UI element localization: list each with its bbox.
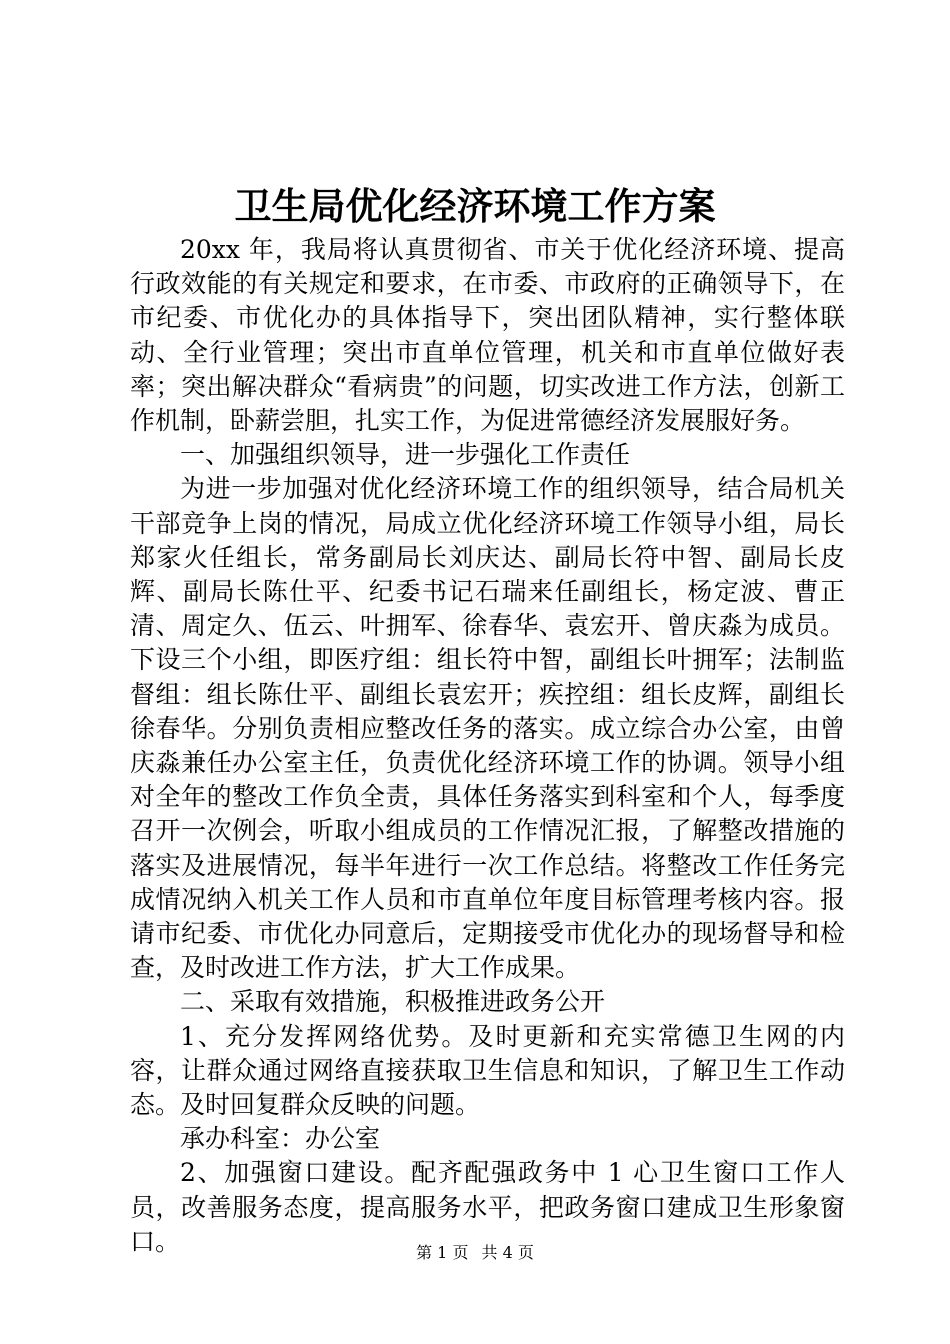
- page-total: 共 4 页: [481, 1243, 534, 1262]
- paragraph-item-1: 1、充分发挥网络优势。及时更新和充实常德卫生网的内容，让群众通过网络直接获取卫生信息和知识，了解卫生工作动态。及时回复群众反映的问题。: [130, 1021, 845, 1120]
- section-heading-1: 一、加强组织领导，进一步强化工作责任: [180, 440, 631, 470]
- page-footer: [0, 1242, 950, 1264]
- section-heading-2: 二、采取有效措施，积极推进政务公开: [180, 987, 606, 1017]
- paragraph-intro: 20xx 年，我局将认真贯彻省、市关于优化经济环境、提高行政效能的有关规定和要求，在市委、市政府的正确领导下，在市纪委、市优化办的具体指导下，突出团队精神，实行整体联动、全行业管理；突出市直单位管理，机关和市直单位做好表率；突出解决群众“看病贵”的问题，切实改进工作方法，创新工作机制，卧薪尝胆，扎实工作，为促进常德经济发展服好务。: [130, 235, 845, 436]
- paragraph-responsible-office: 承办科室：办公室: [180, 1124, 381, 1154]
- page-number: 第 1 页: [416, 1243, 469, 1262]
- document-title: 卫生局优化经济环境工作方案: [234, 184, 716, 228]
- paragraph-organization: 为进一步加强对优化经济环境工作的组织领导，结合局机关干部竞争上岗的情况，局成立优化经济环境工作领导小组，局长郑家火任组长，常务副局长刘庆达、副局长符中智、副局长皮辉、副局长陈仕平、纪委书记石瑞来任副组长，杨定波、曹正清、周定久、伍云、叶拥军、徐春华、袁宏开、曾庆淼为成员。下设三个小组，即医疗组：组长符中智，副组长叶拥军；法制监督组：组长陈仕平、副组长袁宏开；疾控组：组长皮辉，副组长徐春华。分别负责相应整改任务的落实。成立综合办公室，由曾庆淼兼任办公室主任，负责优化经济环境工作的协调。领导小组对全年的整改工作负全责，具体任务落实到科室和个人，每季度召开一次例会，听取小组成员的工作情况汇报，了解整改措施的落实及进展情况，每半年进行一次工作总结。将整改工作任务完成情况纳入机关工作人员和市直单位年度目标管理考核内容。报请市纪委、市优化办同意后，定期接受市优化办的现场督导和检查，及时改进工作方法，扩大工作成果。: [130, 474, 845, 983]
- document-body: [130, 233, 845, 1259]
- paragraph-item-2: 2、加强窗口建设。配齐配强政务中 1 心卫生窗口工作人员，改善服务态度，提高服务水平，把政务窗口建成卫生形象窗口。: [130, 1158, 845, 1256]
